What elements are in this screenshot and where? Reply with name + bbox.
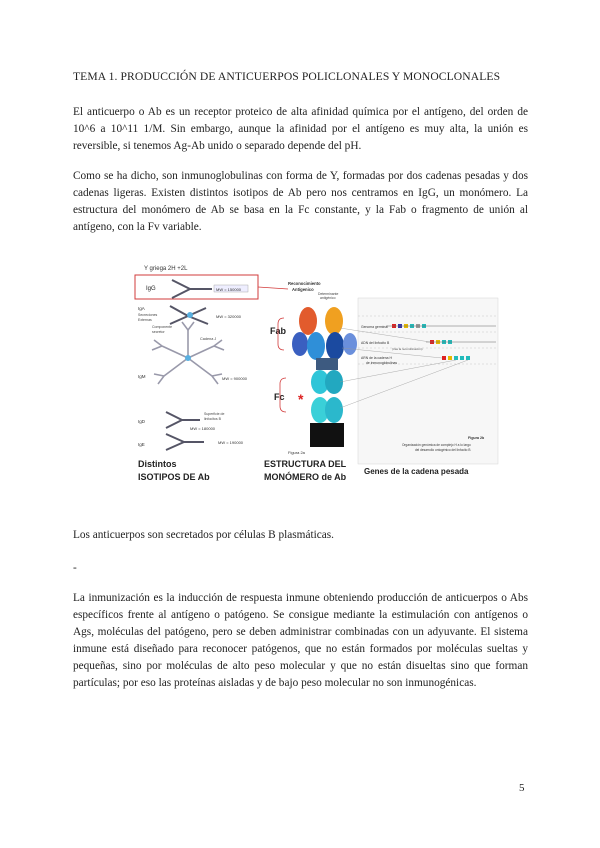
iga-note-secretor: secretor [152,330,165,334]
structure-caption-line2: MONÓMERO de Ab [264,472,347,482]
iga-note-component: Componente [152,325,173,329]
fig-2a-label: Figura 2a [288,450,305,455]
ige-molecule-icon [166,434,204,450]
igd-mw: MW = 180000 [190,426,216,431]
genes-row-recombination: (tras la recombinación) [392,347,423,351]
genes-row-germline: Genoma germinal [361,325,388,329]
igd-note-lymphocytes: linfocitos B [204,417,221,421]
antibody-monomer-icon [292,307,357,447]
igd-label: IgD [138,419,146,424]
structure-caption-line1: ESTRUCTURA DEL [264,459,347,469]
igg-label: IgG [146,286,156,292]
igm-chain-j: Cadena J [200,337,217,341]
antibody-figure [130,258,500,496]
ige-label: IgE [138,442,145,447]
genes-row-rna: ARN de la cadena H [361,356,392,360]
igd-note-surface: Superficie de [204,412,225,416]
paragraph-secretion: Los anticuerpos son secretados por células B plasmáticas. [73,529,335,541]
iga-mw: MW = 320000 [216,314,242,319]
isotypes-caption-line1: Distintos [138,459,177,469]
igm-label: IgM [138,374,146,379]
genes-note-line2: del desarrollo ontogénico del linfocito B [415,448,471,452]
fc-label: Fc [274,392,285,402]
paragraph-immunization: La inmunización es la inducción de respuesta inmune obteniendo producción de anticuerpos o Abs específicos frente al antígeno o patógeno. Se consigue mediante la estimulación con antígenos o Ags, moléculas del patógeno, pero se deben administrar combinadas con un adyuvante. El sistema inmune está diseñado para reconocer patógenos, que no están formados por moléculas sueltas y pequeñas, sino por moléculas de alto peso molecular y que no están disueltas sino que forman partículas; por eso las proteínas aisladas y de bajo peso molecular no son inmunogénicas. [73,592,528,689]
genes-note-line1: Organización genómica de complejo H a lo largo [402,443,471,447]
igm-mw: MW = 900000 [222,376,248,381]
igg-mw: MW = 150000 [216,287,242,292]
iga-note-secretions: Secreciones [138,313,158,317]
determinant-label-line2: antigénico [320,296,336,300]
page-number: 5 [519,782,525,794]
iga-note-external: Externas [138,318,152,322]
recognition-label-line2: Antígenico [292,287,314,292]
genes-row-immunoglobulins: de inmunoglobulinas [366,361,398,365]
paragraph-affinity: El anticuerpo o Ab es un receptor proteico de alta afinidad química por el antígeno, del orden de 10^6 a 10^11 1/M. Sin embargo, aunque la afinidad por el antígeno es muy alta, la unión es reversible, si tenemos Ag-Ab unido o separado depende del pH. [73,106,528,152]
asterisk-mark: * [298,391,304,407]
determinant-label-line1: Determinante [318,292,339,296]
genes-caption: Genes de la cadena pesada [364,467,469,476]
fig-top-label: Y griega 2H +2L [144,266,188,272]
paragraph-separator: - [73,562,77,574]
paragraph-structure: Como se ha dicho, son inmunoglobulinas con forma de Y, formadas por dos cadenas pesadas y dos cadenas ligeras. Existen distintos isotipos de Ab pero nos centramos en IgG, un monómero. La estructura del monómero de Ab se basa en la Fc constante, y la Fab o fragmento de unión al antígeno, con la Fv variable. [73,170,528,233]
ige-mw: MW = 190000 [218,440,244,445]
fig-2b-label: Figura 2b [468,436,485,440]
fab-label: Fab [270,326,287,336]
recognition-label-line1: Reconocimiento [288,281,321,286]
iga-label: IgA [138,306,145,311]
igg-molecule-icon [172,280,212,298]
isotypes-caption-line2: ISOTIPOS DE Ab [138,472,210,482]
genes-row-lymphocyte-dna: ADN del linfocito B [361,341,390,345]
page-title: TEMA 1. PRODUCCIÓN DE ANTICUERPOS POLICLONALES Y MONOCLONALES [73,70,501,83]
